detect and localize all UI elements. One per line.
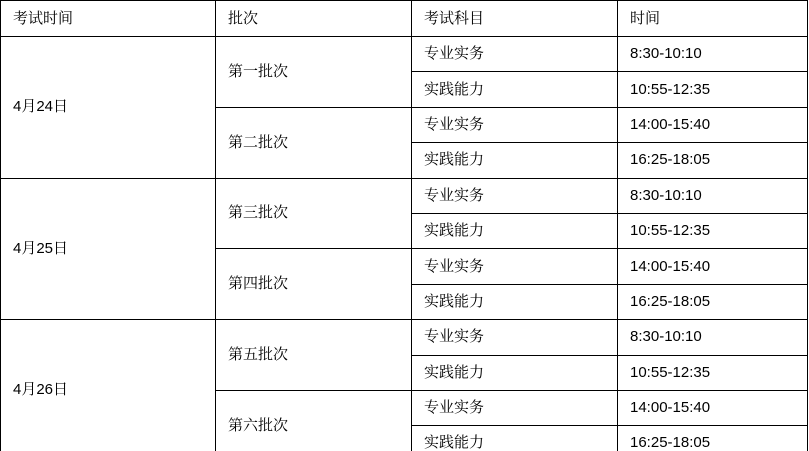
header-exam-date: 考试时间 (1, 1, 216, 37)
time-cell: 14:00-15:40 (618, 107, 808, 142)
subject-cell: 专业实务 (412, 107, 618, 142)
subject-cell: 实践能力 (412, 213, 618, 248)
batch-cell: 第一批次 (216, 37, 412, 108)
table-row (1, 178, 808, 213)
batch-cell: 第五批次 (216, 320, 412, 391)
table-row (1, 37, 808, 72)
table-header (1, 1, 808, 37)
batch-cell: 第二批次 (216, 107, 412, 178)
time-cell: 14:00-15:40 (618, 390, 808, 425)
header-subject: 考试科目 (412, 1, 618, 37)
time-cell: 10:55-12:35 (618, 72, 808, 107)
time-cell: 16:25-18:05 (618, 426, 808, 451)
subject-cell: 专业实务 (412, 249, 618, 284)
time-cell: 8:30-10:10 (618, 320, 808, 355)
header-time: 时间 (618, 1, 808, 37)
header-row (1, 1, 808, 37)
date-cell: 4月24日 (1, 37, 216, 179)
time-cell: 16:25-18:05 (618, 143, 808, 178)
subject-cell: 实践能力 (412, 284, 618, 319)
table-body (1, 37, 808, 451)
subject-cell: 专业实务 (412, 390, 618, 425)
time-cell: 10:55-12:35 (618, 213, 808, 248)
time-cell: 14:00-15:40 (618, 249, 808, 284)
subject-cell: 专业实务 (412, 178, 618, 213)
subject-cell: 实践能力 (412, 355, 618, 390)
subject-cell: 专业实务 (412, 37, 618, 72)
time-cell: 8:30-10:10 (618, 178, 808, 213)
batch-cell: 第三批次 (216, 178, 412, 249)
subject-cell: 实践能力 (412, 72, 618, 107)
time-cell: 10:55-12:35 (618, 355, 808, 390)
date-cell: 4月25日 (1, 178, 216, 320)
subject-cell: 实践能力 (412, 426, 618, 451)
header-batch: 批次 (216, 1, 412, 37)
subject-cell: 专业实务 (412, 320, 618, 355)
time-cell: 16:25-18:05 (618, 284, 808, 319)
date-cell: 4月26日 (1, 320, 216, 451)
time-cell: 8:30-10:10 (618, 37, 808, 72)
table-row (1, 320, 808, 355)
batch-cell: 第四批次 (216, 249, 412, 320)
subject-cell: 实践能力 (412, 143, 618, 178)
batch-cell: 第六批次 (216, 390, 412, 451)
